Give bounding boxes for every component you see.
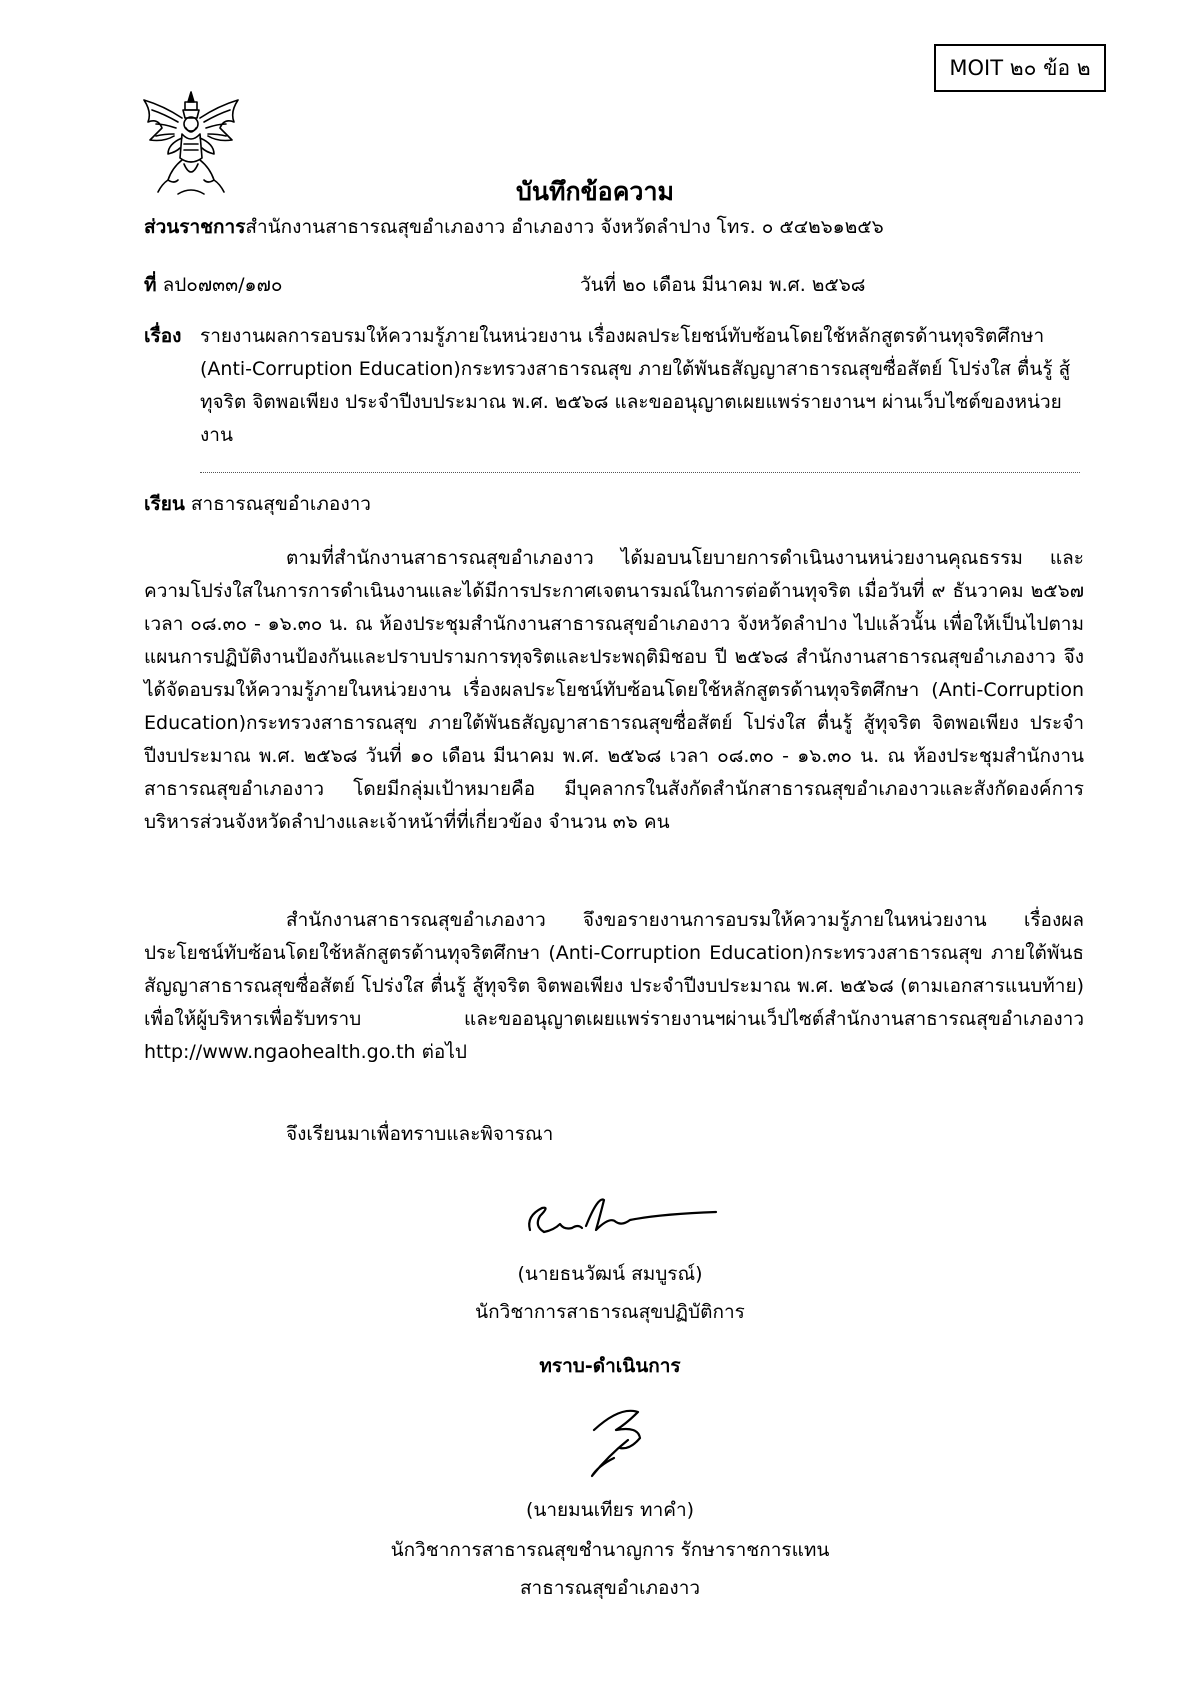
document-title: บันทึกข้อความ — [516, 177, 674, 206]
closing-line: จึงเรียนมาเพื่อทราบและพิจารณา — [286, 1123, 554, 1145]
recipient-label: เรียน — [144, 493, 185, 515]
signer-1-name: (นายธนวัฒน์ สมบูรณ์) — [517, 1263, 703, 1285]
signature-1-image — [520, 1186, 720, 1242]
signer-2-name: (นายมนเทียร ทาคำ) — [525, 1499, 695, 1521]
agency-value: สำนักงานสาธารณสุขอำเภองาว อำเภองาว จังหวัดลำปาง โทร. ๐ ๕๔๒๖๑๒๕๖ — [245, 216, 884, 238]
reference-value: ลป๐๗๓๓/๑๗๐ — [162, 274, 283, 296]
reference-line — [144, 270, 283, 300]
subject-text: รายงานผลการอบรมให้ความรู้ภายในหน่วยงาน เรื่องผลประโยชน์ทับซ้อนโดยใช้หลักสูตรด้านทุจริตศึกษา (Anti-Corruption Education)กระทรวงสาธารณสุข ภายใต้พันธสัญญาสาธารณสุขซื่อสัตย์ โปร่งใส ตื่นรู้ สู้ทุจริต จิตพอเพียง ประจำปีงบประมาณ พ.ศ. ๒๕๖๘ และขออนุญาตเผยแพร่รายงานฯ ผ่านเว็บไซต์ของหน่วยงาน — [200, 325, 1071, 446]
subject-block — [144, 320, 1084, 452]
agency-line — [144, 212, 884, 242]
body-paragraph-2: สำนักงานสาธารณสุขอำเภองาว จึงขอรายงานการอบรมให้ความรู้ภายในหน่วยงาน เรื่องผลประโยชน์ทับซ้อนโดยใช้หลักสูตรด้านทุจริตศึกษา (Anti-Corruption Education)กระทรวงสาธารณสุข ภายใต้พันธสัญญาสาธารณสุขซื่อสัตย์ โปร่งใส ตื่นรู้ สู้ทุจริต จิตพอเพียง ประจำปีงบประมาณ พ.ศ. ๒๕๖๘ (ตามเอกสารแนบท้าย) เพื่อให้ผู้บริหารเพื่อรับทราบ และขออนุญาตเผยแพร่รายงานฯผ่านเว็ปไซต์สำนักงานสาธารณสุขอำเภองาว http://www.ngaohealth.go.th ต่อไป — [144, 909, 1084, 1063]
signature-2-image — [580, 1400, 670, 1490]
agency-label: ส่วนราชการ — [144, 216, 246, 238]
divider — [200, 472, 1080, 473]
recipient-line — [144, 489, 371, 519]
reference-label: ที่ — [144, 274, 157, 296]
subject-label: เรื่อง — [144, 325, 182, 347]
signer-2-office: สาธารณสุขอำเภองาว — [519, 1577, 701, 1599]
recipient-value: สาธารณสุขอำเภองาว — [190, 493, 371, 515]
signer-1-position: นักวิชาการสาธารณสุขปฏิบัติการ — [475, 1301, 745, 1323]
signer-2-position: นักวิชาการสาธารณสุขชำนาญการ รักษาราชการแทน — [390, 1539, 830, 1561]
document-date: วันที่ ๒๐ เดือน มีนาคม พ.ศ. ๒๕๖๘ — [580, 274, 866, 296]
reference-box: MOIT ๒๐ ข้อ ๒ — [934, 44, 1106, 92]
approval-note: ทราบ-ดำเนินการ — [539, 1355, 681, 1377]
body-paragraph-1: ตามที่สำนักงานสาธารณสุขอำเภองาว ได้มอบนโยบายการดำเนินงานหน่วยงานคุณธรรม และความโปร่งใสในการการดำเนินงานและได้มีการประกาศเจตนารมณ์ในการต่อต้านทุจริต เมื่อวันที่ ๙ ธันวาคม ๒๕๖๗ เวลา ๐๘.๓๐ - ๑๖.๓๐ น. ณ ห้องประชุมสำนักงานสาธารณสุขอำเภองาว จังหวัดลำปาง ไปแล้วนั้น เพื่อให้เป็นไปตามแผนการปฏิบัติงานป้องกันและปราบปรามการทุจริตและประพฤติมิชอบ ปี ๒๕๖๘ สำนักงานสาธารณสุขอำเภองาว จึงได้จัดอบรมให้ความรู้ภายในหน่วยงาน เรื่องผลประโยชน์ทับซ้อนโดยใช้หลักสูตรด้านทุจริตศึกษา (Anti-Corruption Education)กระทรวงสาธารณสุข ภายใต้พันธสัญญาสาธารณสุขซื่อสัตย์ โปร่งใส ตื่นรู้ สู้ทุจริต จิตพอเพียง ประจำปีงบประมาณ พ.ศ. ๒๕๖๘ วันที่ ๑๐ เดือน มีนาคม พ.ศ. ๒๕๖๘ เวลา ๐๘.๓๐ - ๑๖.๓๐ น. ณ ห้องประชุมสำนักงานสาธารณสุขอำเภองาว โดยมีกลุ่มเป้าหมายคือ มีบุคลากรในสังกัดสำนักสาธารณสุขอำเภองาวและสังกัดองค์การบริหารส่วนจังหวัดลำปางและเจ้าหน้าที่ที่เกี่ยวข้อง จำนวน ๓๖ คน — [144, 547, 1084, 833]
